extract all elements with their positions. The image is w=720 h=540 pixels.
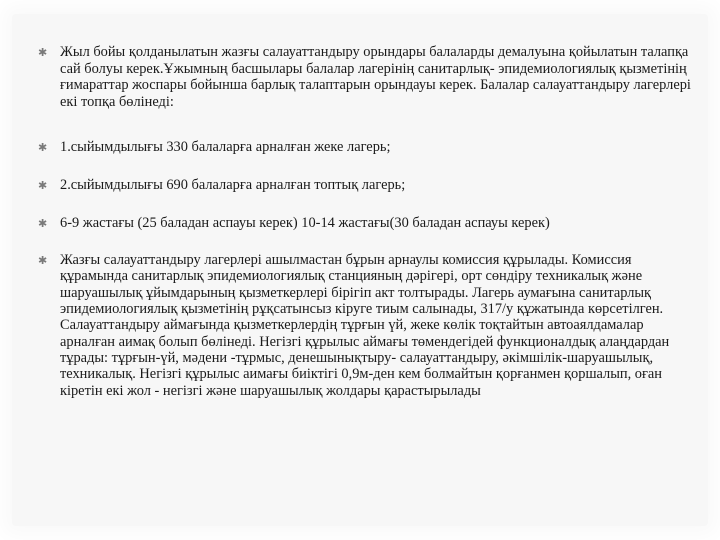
bullet-star-icon: ✱ xyxy=(38,46,48,59)
bullet-star-icon: ✱ xyxy=(38,254,48,268)
bullet-star-icon: ✱ xyxy=(38,178,48,192)
list-item xyxy=(36,215,692,232)
list-item-text: 1.сыйымдылығы 330 балаларға арналған жеке лагерь; xyxy=(60,139,391,156)
list-item-text: 6-9 жастағы (25 баладан аспауы керек) 10-14 жастағы(30 баладан аспауы керек) xyxy=(60,214,550,231)
list-item xyxy=(36,139,692,156)
list-item-text: Жыл бойы қолданылатын жазғы салауаттандыру орындары балаларды демалуына қойылатын талапқа сай болуы керек.Ұжымның басшылары балалар лагерінің санитарлық- эпидемиологиялық қызметінің ғимараттар жоспары бойынша барлық талаптарын орындауы керек. Балалар салауаттандыру лагерлері екі топқа бөлінеді: xyxy=(60,44,691,110)
bullet-star-icon: ✱ xyxy=(38,141,48,155)
bullet-star-icon: ✱ xyxy=(38,216,48,230)
list-item-text: Жазғы салауаттандыру лагерлері ашылмастан бұрын арнаулы комиссия құрылады. Комиссия құрамында санитарлық эпидемиологиялық станцияның дәрігері, орт сөндіру техникалық және шаруашылық ұйымдарының қызметкерлері бірігіп акт толтырады. Лагерь аумағына санитарлық эпидемиологиялық қызметінің рұқсатынсыз кіруге тиым салынады, 317/у құжатында көрсетілген. Салауаттандыру аймағында қызметкерлердің тұрғын үй, жеке көлік тоқтайтын автоаялдамалар арналған аимақ болып бөлінеді. Негізгі құрылыс аймағы төмендегідей функционалдық алаңдардан тұрады: тұрғын-үй, мәдени -тұрмыс, денешынықтыру- салауаттандыру, әкімшілік-шаруашылық, техникалық. Негізгі құрылыс аимағы биіктігі 0,9м-ден кем болмайтын қорғанмен қоршалып, оған кіретін екі жол - негізгі және шаруашылық жолдары қарастырылады xyxy=(60,252,670,399)
list-item xyxy=(36,252,692,399)
bullet-list xyxy=(36,44,692,420)
list-item-text: 2.сыйымдылығы 690 балаларға арналған топтық лагерь; xyxy=(60,176,406,193)
list-item xyxy=(36,177,692,194)
list-item xyxy=(36,44,692,110)
